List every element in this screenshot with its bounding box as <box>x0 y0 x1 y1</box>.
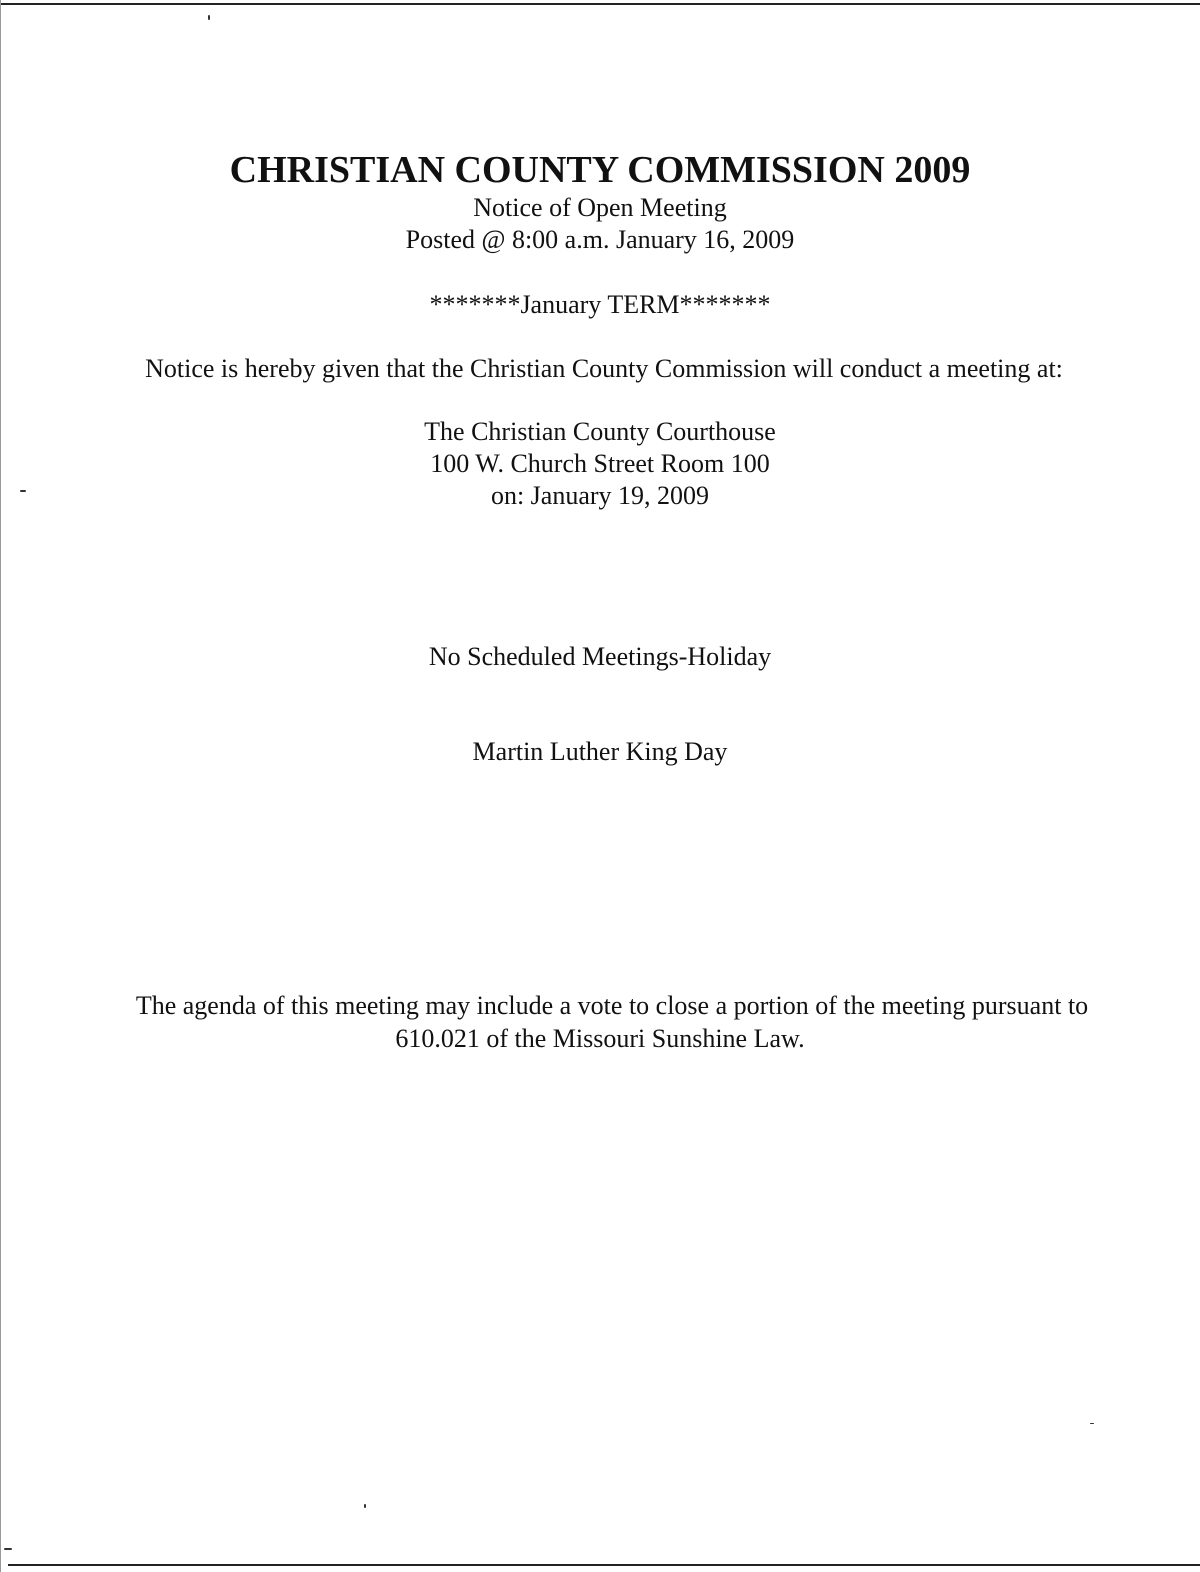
location-building: The Christian County Courthouse <box>424 417 776 446</box>
scan-speck <box>364 1504 366 1508</box>
posted-date: Posted @ 8:00 a.m. January 16, 2009 <box>405 225 795 254</box>
document-subtitle: Notice of Open Meeting <box>473 193 727 222</box>
term-heading: *******January TERM******* <box>429 290 771 319</box>
scan-top-border <box>0 3 1200 5</box>
location-address: 100 W. Church Street Room 100 <box>430 449 770 478</box>
scan-speck <box>208 15 210 20</box>
document-title: CHRISTIAN COUNTY COMMISSION 2009 <box>229 149 971 191</box>
scan-bottom-border <box>8 1564 1200 1566</box>
scan-speck <box>4 1548 12 1550</box>
holiday-name: Martin Luther King Day <box>472 737 728 766</box>
agenda-disclaimer-line-1: The agenda of this meeting may include a vote to close a portion of the meeting pursuant to <box>135 991 1089 1020</box>
agenda-disclaimer-line-2: 610.021 of the Missouri Sunshine Law. <box>395 1024 805 1053</box>
notice-statement: Notice is hereby given that the Christian County Commission will conduct a meeting at: <box>145 354 1063 383</box>
meeting-date: on: January 19, 2009 <box>490 481 710 510</box>
scan-speck <box>1090 1423 1094 1424</box>
holiday-notice: No Scheduled Meetings-Holiday <box>428 642 772 671</box>
